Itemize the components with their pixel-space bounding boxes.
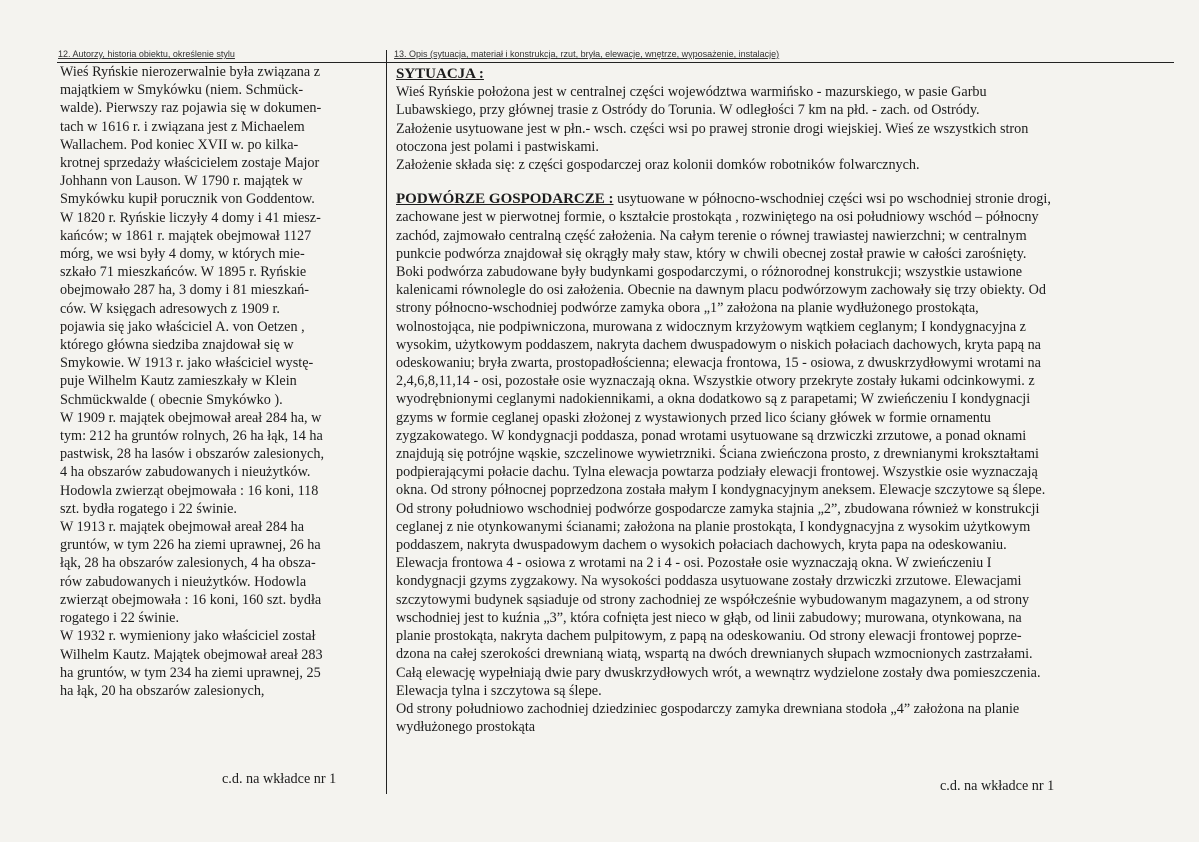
text-line: pastwisk, 28 ha lasów i obszarów zalesionych, bbox=[60, 446, 324, 463]
text-line: mórg, we wsi były 4 domy, w których mie- bbox=[60, 246, 305, 263]
text-line: szczytowymi budynek sąsiaduje od strony zachodniej ze współcześnie wybudowanym magazynem, a od strony bbox=[396, 591, 1030, 608]
text-line: strony północno-wschodniej podwórze zamyka obora „1” założona na planie wydłużonego prostokąta, bbox=[396, 300, 979, 317]
text-line: tach w 1616 r. i związana jest z Michaelem bbox=[60, 118, 305, 135]
text-line: Elewacja frontowa 4 - osiowa z wrotami na 2 i 4 - osi. Pozostałe osie wyznaczają okna. W zwieńczeniu I bbox=[396, 555, 992, 572]
text-line: obejmowało 287 ha, 3 domy i 81 mieszkań- bbox=[60, 282, 310, 299]
text-line: 2,4,6,8,11,14 - osi, pozostałe osie wyznaczają okna. Wszystkie otwory przekryte zostały łukami odcinkowymi. z bbox=[396, 373, 1035, 390]
text-line: 4 ha obszarów zabudowanych i nieużytków. bbox=[60, 464, 311, 481]
text-line: Od strony południowo zachodniej dziedziniec gospodarczy zamyka drewniana stodoła „4” założona na planie bbox=[396, 700, 1020, 717]
text-line: W 1909 r. majątek obejmował areał 284 ha, w bbox=[60, 409, 322, 426]
text-line: ców. W księgach adresowych z 1909 r. bbox=[60, 300, 280, 317]
farmyard-heading: PODWÓRZE GOSPODARCZE : bbox=[396, 191, 614, 208]
text-line: otoczona jest polami i pastwiskami. bbox=[396, 138, 599, 155]
text-line: łąk, 28 ha obszarów zalesionych, 4 ha obsza- bbox=[60, 555, 316, 572]
description-column bbox=[396, 65, 1174, 736]
text-line: Schmückwalde ( obecnie Smykówko ). bbox=[60, 391, 283, 408]
text-line: Elewacja tylna i szczytowa są ślepe. bbox=[396, 682, 602, 699]
situation-text bbox=[396, 83, 1174, 174]
history-continued-note: c.d. na wkładce nr 1 bbox=[222, 771, 337, 787]
paragraph-gap bbox=[396, 174, 1174, 190]
text-line: szt. bydła rogatego i 22 świnie. bbox=[60, 500, 237, 517]
text-line: Wilhelm Kautz. Majątek obejmował areał 283 bbox=[60, 646, 323, 663]
text-line: Hodowla zwierząt obejmowała : 16 koni, 118 bbox=[60, 482, 319, 499]
text-line: W 1913 r. majątek obejmował areał 284 ha bbox=[60, 519, 304, 536]
text-line: punkcie podwórza znajdował się okrągły mały staw, który w chwili obecnej został prawie w całości zarośnięty. bbox=[396, 245, 1027, 262]
text-line: znajdują się potrójne wąskie, szczelinowe wywietrzniki. Ściana zwieńczona prosto, z drewnianymi krokształtami bbox=[396, 446, 1039, 463]
text-line: tym: 212 ha gruntów rolnych, 26 ha łąk, 14 ha bbox=[60, 428, 323, 445]
text-line: pojawia się jako właściciel A. von Oetzen , bbox=[60, 318, 305, 335]
text-line: okna. Od strony północnej poprzedzona została małym I kondygnacyjnym aneksem. Elewacje szczytowe są ślepe. bbox=[396, 482, 1046, 499]
text-line: zygzakowatego. W kondygnacji poddasza, ponad wrotami usytuowane są drzwiczki zrzutowe, a ponad oknami bbox=[396, 427, 1027, 444]
text-line: Wieś Ryńskie nierozerwalnie była związana z bbox=[60, 64, 321, 80]
text-line: planie prostokąta, nakryta dachem pulpitowym, z papą na odeskowaniu. Od strony elewacji frontowej poprze- bbox=[396, 628, 1022, 645]
text-line: wolnostojąca, nie podpiwniczona, murowana z widocznym krzyżowym wątkiem ceglanym; I kondygnacyjna z bbox=[396, 318, 1026, 335]
text-line: W 1820 r. Ryńskie liczyły 4 domy i 41 miesz- bbox=[60, 209, 321, 226]
text-line: którego główna siedziba znajdował się w bbox=[60, 337, 294, 354]
text-line: ha łąk, 20 ha obszarów zalesionych, bbox=[60, 682, 265, 699]
text-line: rogatego i 22 świnie. bbox=[60, 610, 179, 627]
text-line: ceglanej z nie otynkowanymi ścianami; założona na planie prostokąta, I kondygnacyjna z wysokim użytkowym bbox=[396, 518, 1031, 535]
text-line: walde). Pierwszy raz pojawia się w dokumen- bbox=[60, 100, 322, 117]
situation-heading: SYTUACJA : bbox=[396, 66, 484, 82]
text-line: majątkiem w Smykówku (niem. Schmück- bbox=[60, 82, 304, 99]
text-line: gzyms w formie ceglanej opaski złożonej z wystawionych przed lico ściany główek w formie ornamentu bbox=[396, 409, 991, 426]
text-line: W 1932 r. wymieniony jako właściciel został bbox=[60, 628, 316, 645]
text-line: Lubawskiego, przy głównej trasie z Ostródy do Torunia. W odległości 7 km na płd. - zach. od Ostródy. bbox=[396, 102, 980, 119]
farmyard-text bbox=[396, 208, 1174, 736]
text-line: zachód, zajmowało centralną część założenia. Na całym terenie o równej trawiastej nawierzchni; w centralnym bbox=[396, 227, 1027, 244]
text-line: podpierającymi połacie dachu. Tylna elewacja powtarza podziały elewacji frontowej. Wszystkie osie wyznaczają bbox=[396, 464, 1038, 481]
text-line: szkało 71 mieszkańców. W 1895 r. Ryńskie bbox=[60, 264, 307, 281]
text-line: wschodniej jest to kuźnia „3”, która cofnięta jest nieco w głąb, od linii zabudowy; murowana, otynkowana, na bbox=[396, 609, 1022, 626]
section-12-header: 12. Autorzy, historia obiektu, określenie stylu bbox=[58, 49, 235, 59]
farmyard-intro: usytuowane w północno-wschodniej części wsi po wschodniej stronie drogi, bbox=[613, 191, 1051, 208]
text-line: Smykowie. W 1913 r. jako właściciel wystę- bbox=[60, 355, 314, 372]
text-line: krotnej sprzedaży właścicielem zostaje Major bbox=[60, 155, 320, 172]
text-line: dzona na całej szerokości drewnianą wiatą, wspartą na dwóch drewnianych słupach wzmocnionych zastrzałami. bbox=[396, 646, 1033, 663]
text-line: odeskowaniu; bryła zwarta, prostopadłościenna; elewacja frontowa, 15 - osiowa, z dwuskrzydłowymi wrotami na bbox=[396, 355, 1041, 372]
text-line: Smykówku kupił porucznik von Goddentow. bbox=[60, 191, 315, 208]
text-line: kondygnacji gzyms zygzakowy. Na wysokości poddasza usytuowane zostały drzwiczki zrzutowe. Elewacjami bbox=[396, 573, 1022, 590]
section-13-header: 13. Opis (sytuacja, materiał i konstrukcja, rzut, bryła, elewacje, wnętrze, wyposażenie, instalacje) bbox=[394, 49, 780, 59]
text-line: Wieś Ryńskie położona jest w centralnej części województwa warmińsko - mazurskiego, w pasie Garbu bbox=[396, 84, 987, 101]
history-column bbox=[60, 63, 382, 700]
text-line: wyodrębnionymi ceglanymi nadokiennikami, a okna dodatkowo są z parapetami; W zwieńczeniu I kondygnacji bbox=[396, 391, 1031, 408]
text-line: kalenicami równolegle do osi założenia. Obecnie na dawnym placu podwórzowym zachowały się trzy obiekty. Od bbox=[396, 282, 1046, 299]
text-line: ha gruntów, w tym 234 ha ziemi uprawnej, 25 bbox=[60, 664, 321, 681]
text-line: puje Wilhelm Kautz zamieszkały w Klein bbox=[60, 373, 297, 390]
text-line: Założenie usytuowane jest w płn.- wsch. części wsi po prawej stronie drogi wiejskiej. Wieś ze wszystkich stron bbox=[396, 120, 1029, 137]
text-line: Johhann von Lauson. W 1790 r. majątek w bbox=[60, 173, 303, 190]
text-line: Całą elewację wypełniają dwie pary dwuskrzydłowych wrót, a wewnątrz wydzielone zostały dwa pomieszczenia. bbox=[396, 664, 1041, 681]
text-line: zachowane jest w pierwotnej formie, o kształcie prostokąta , rozwiniętego na osi południowy wschód – północny bbox=[396, 209, 1039, 226]
column-divider bbox=[386, 50, 387, 794]
text-line: zwierząt obejmowała : 16 koni, 160 szt. bydła bbox=[60, 591, 322, 608]
text-line: kańców; w 1861 r. majątek obejmował 1127 bbox=[60, 227, 312, 244]
text-line: Wallachem. Pod koniec XVII w. po kilka- bbox=[60, 136, 299, 153]
text-line: rów zabudowanych i nieużytków. Hodowla bbox=[60, 573, 307, 590]
text-line: gruntów, w tym 226 ha ziemi uprawnej, 26 ha bbox=[60, 537, 321, 554]
text-line: Od strony południowo wschodniej podwórze gospodarcze zamyka stajnia „2”, zbudowana również w konstrukcji bbox=[396, 500, 1040, 517]
description-continued-note: c.d. na wkładce nr 1 bbox=[940, 778, 1055, 794]
farmyard-first-line bbox=[396, 190, 1174, 208]
text-line: poddaszem, nakryta dwuspadowym dachem o wysokich połaciach dachowych, kryta papa na odeskowaniu. bbox=[396, 537, 1007, 554]
text-line: wydłużonego prostokąta bbox=[396, 719, 536, 736]
text-line: wysokim, użytkowym poddaszem, nakryta dachem dwuspadowym o niskich połaciach dachowych, kryta papą na bbox=[396, 336, 1041, 353]
text-line: Boki podwórza zabudowane były budynkami gospodarczymi, o różnorodnej konstrukcji; wszystkie ustawione bbox=[396, 264, 1023, 281]
text-line: Założenie składa się: z części gospodarczej oraz kolonii domków robotników folwarcznych. bbox=[396, 157, 920, 174]
